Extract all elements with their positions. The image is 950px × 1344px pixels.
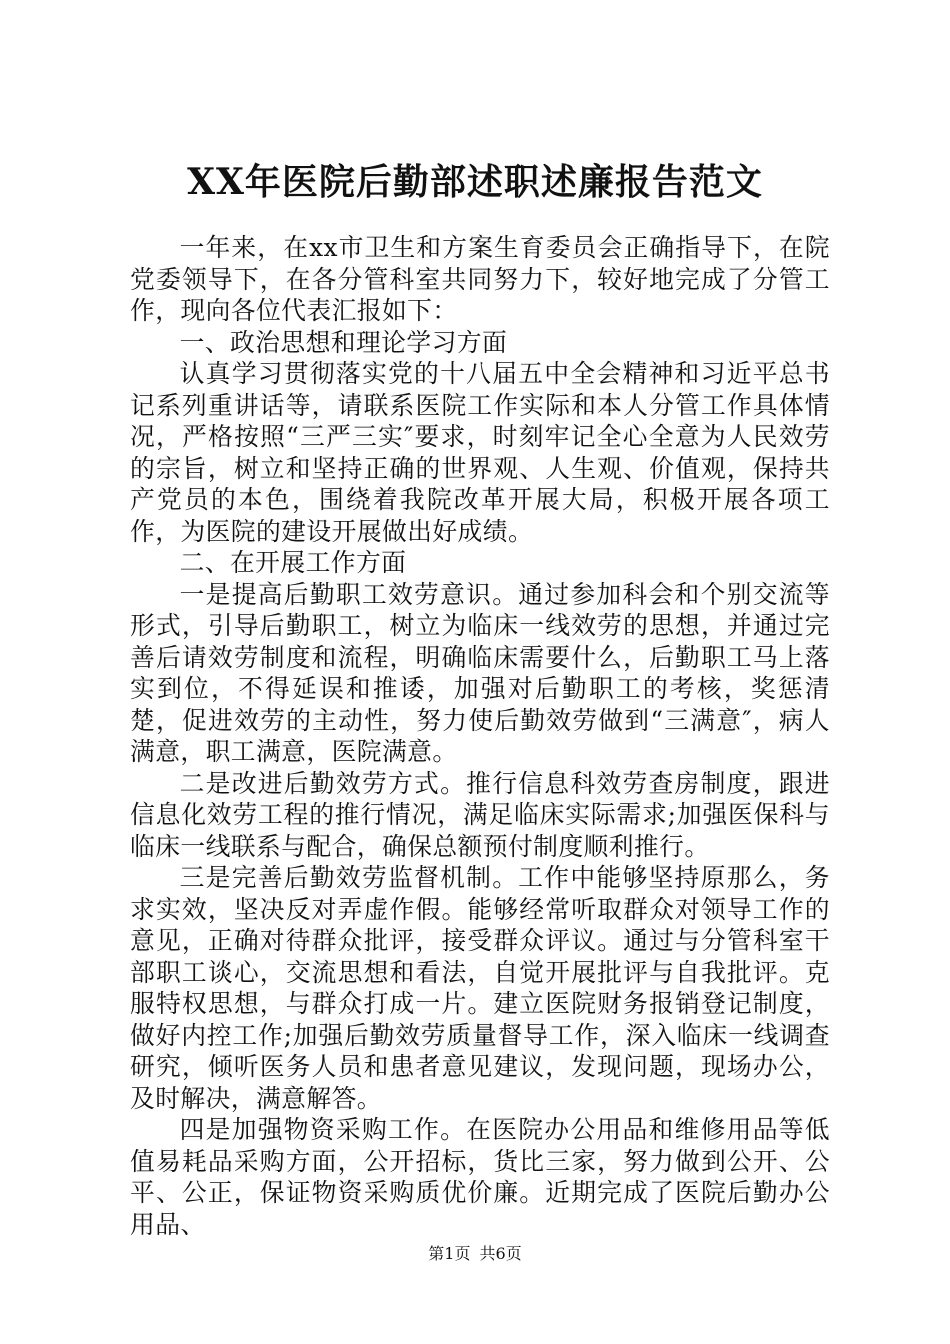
page-number: 第1页: [428, 1244, 471, 1263]
page-footer: [0, 1243, 950, 1265]
paragraph-item-3: 三是完善后勤效劳监督机制。工作中能够坚持原那么，务求实效，坚决反对弄虚作假。能够经常听取群众对领导工作的意见，正确对待群众批评，接受群众评议。通过与分管科室干部职工谈心，交流思想和看法，自觉开展批评与自我批评。克服特权思想，与群众打成一片。建立医院财务报销登记制度，做好内控工作;加强后勤效劳质量督导工作，深入临床一线调查研究，倾听医务人员和患者意见建议，发现问题，现场办公，及时解决，满意解答。: [130, 863, 830, 1113]
document-title: XX年医院后勤部述职述廉报告范文: [187, 161, 763, 203]
paragraph-item-1: 一是提高后勤职工效劳意识。通过参加科会和个别交流等形式，引导后勤职工，树立为临床一线效劳的思想，并通过完善后请效劳制度和流程，明确临床需要什么，后勤职工马上落实到位，不得延误和推诿，加强对后勤职工的考核，奖惩清楚，促进效劳的主动性，努力使后勤效劳做到“三满意″，病人满意，职工满意，医院满意。: [130, 579, 830, 766]
section-heading-work: 二、在开展工作方面: [179, 548, 407, 577]
paragraph-item-2: 二是改进后勤效劳方式。推行信息科效劳查房制度，跟进信息化效劳工程的推行情况，满足临床实际需求;加强医保科与临床一线联系与配合，确保总额预付制度顺利推行。: [130, 768, 830, 861]
paragraph-item-4: 四是加强物资采购工作。在医院办公用品和维修用品等低值易耗品采购方面，公开招标，货比三家，努力做到公开、公平、公正，保证物资采购质优价廉。近期完成了医院后勤办公用品、: [130, 1115, 830, 1239]
document-body: [130, 232, 830, 1240]
section-heading-politics: 一、政治思想和理论学习方面: [179, 327, 508, 357]
page-total: 共6页: [479, 1244, 522, 1263]
paragraph-intro: 一年来，在xx市卫生和方案生育委员会正确指导下，在院党委领导下，在各分管科室共同努力下，较好地完成了分管工作，现向各位代表汇报如下：: [130, 233, 830, 325]
paragraph-politics: 认真学习贯彻落实党的十八届五中全会精神和习近平总书记系列重讲话等，请联系医院工作实际和本人分管工作具体情况，严格按照“三严三实″要求，时刻牢记全心全意为人民效劳的宗旨，树立和坚持正确的世界观、人生观、价值观，保持共产党员的本色，围绕着我院改革开展大局，积极开展各项工作，为医院的建设开展做出好成绩。: [130, 359, 830, 546]
